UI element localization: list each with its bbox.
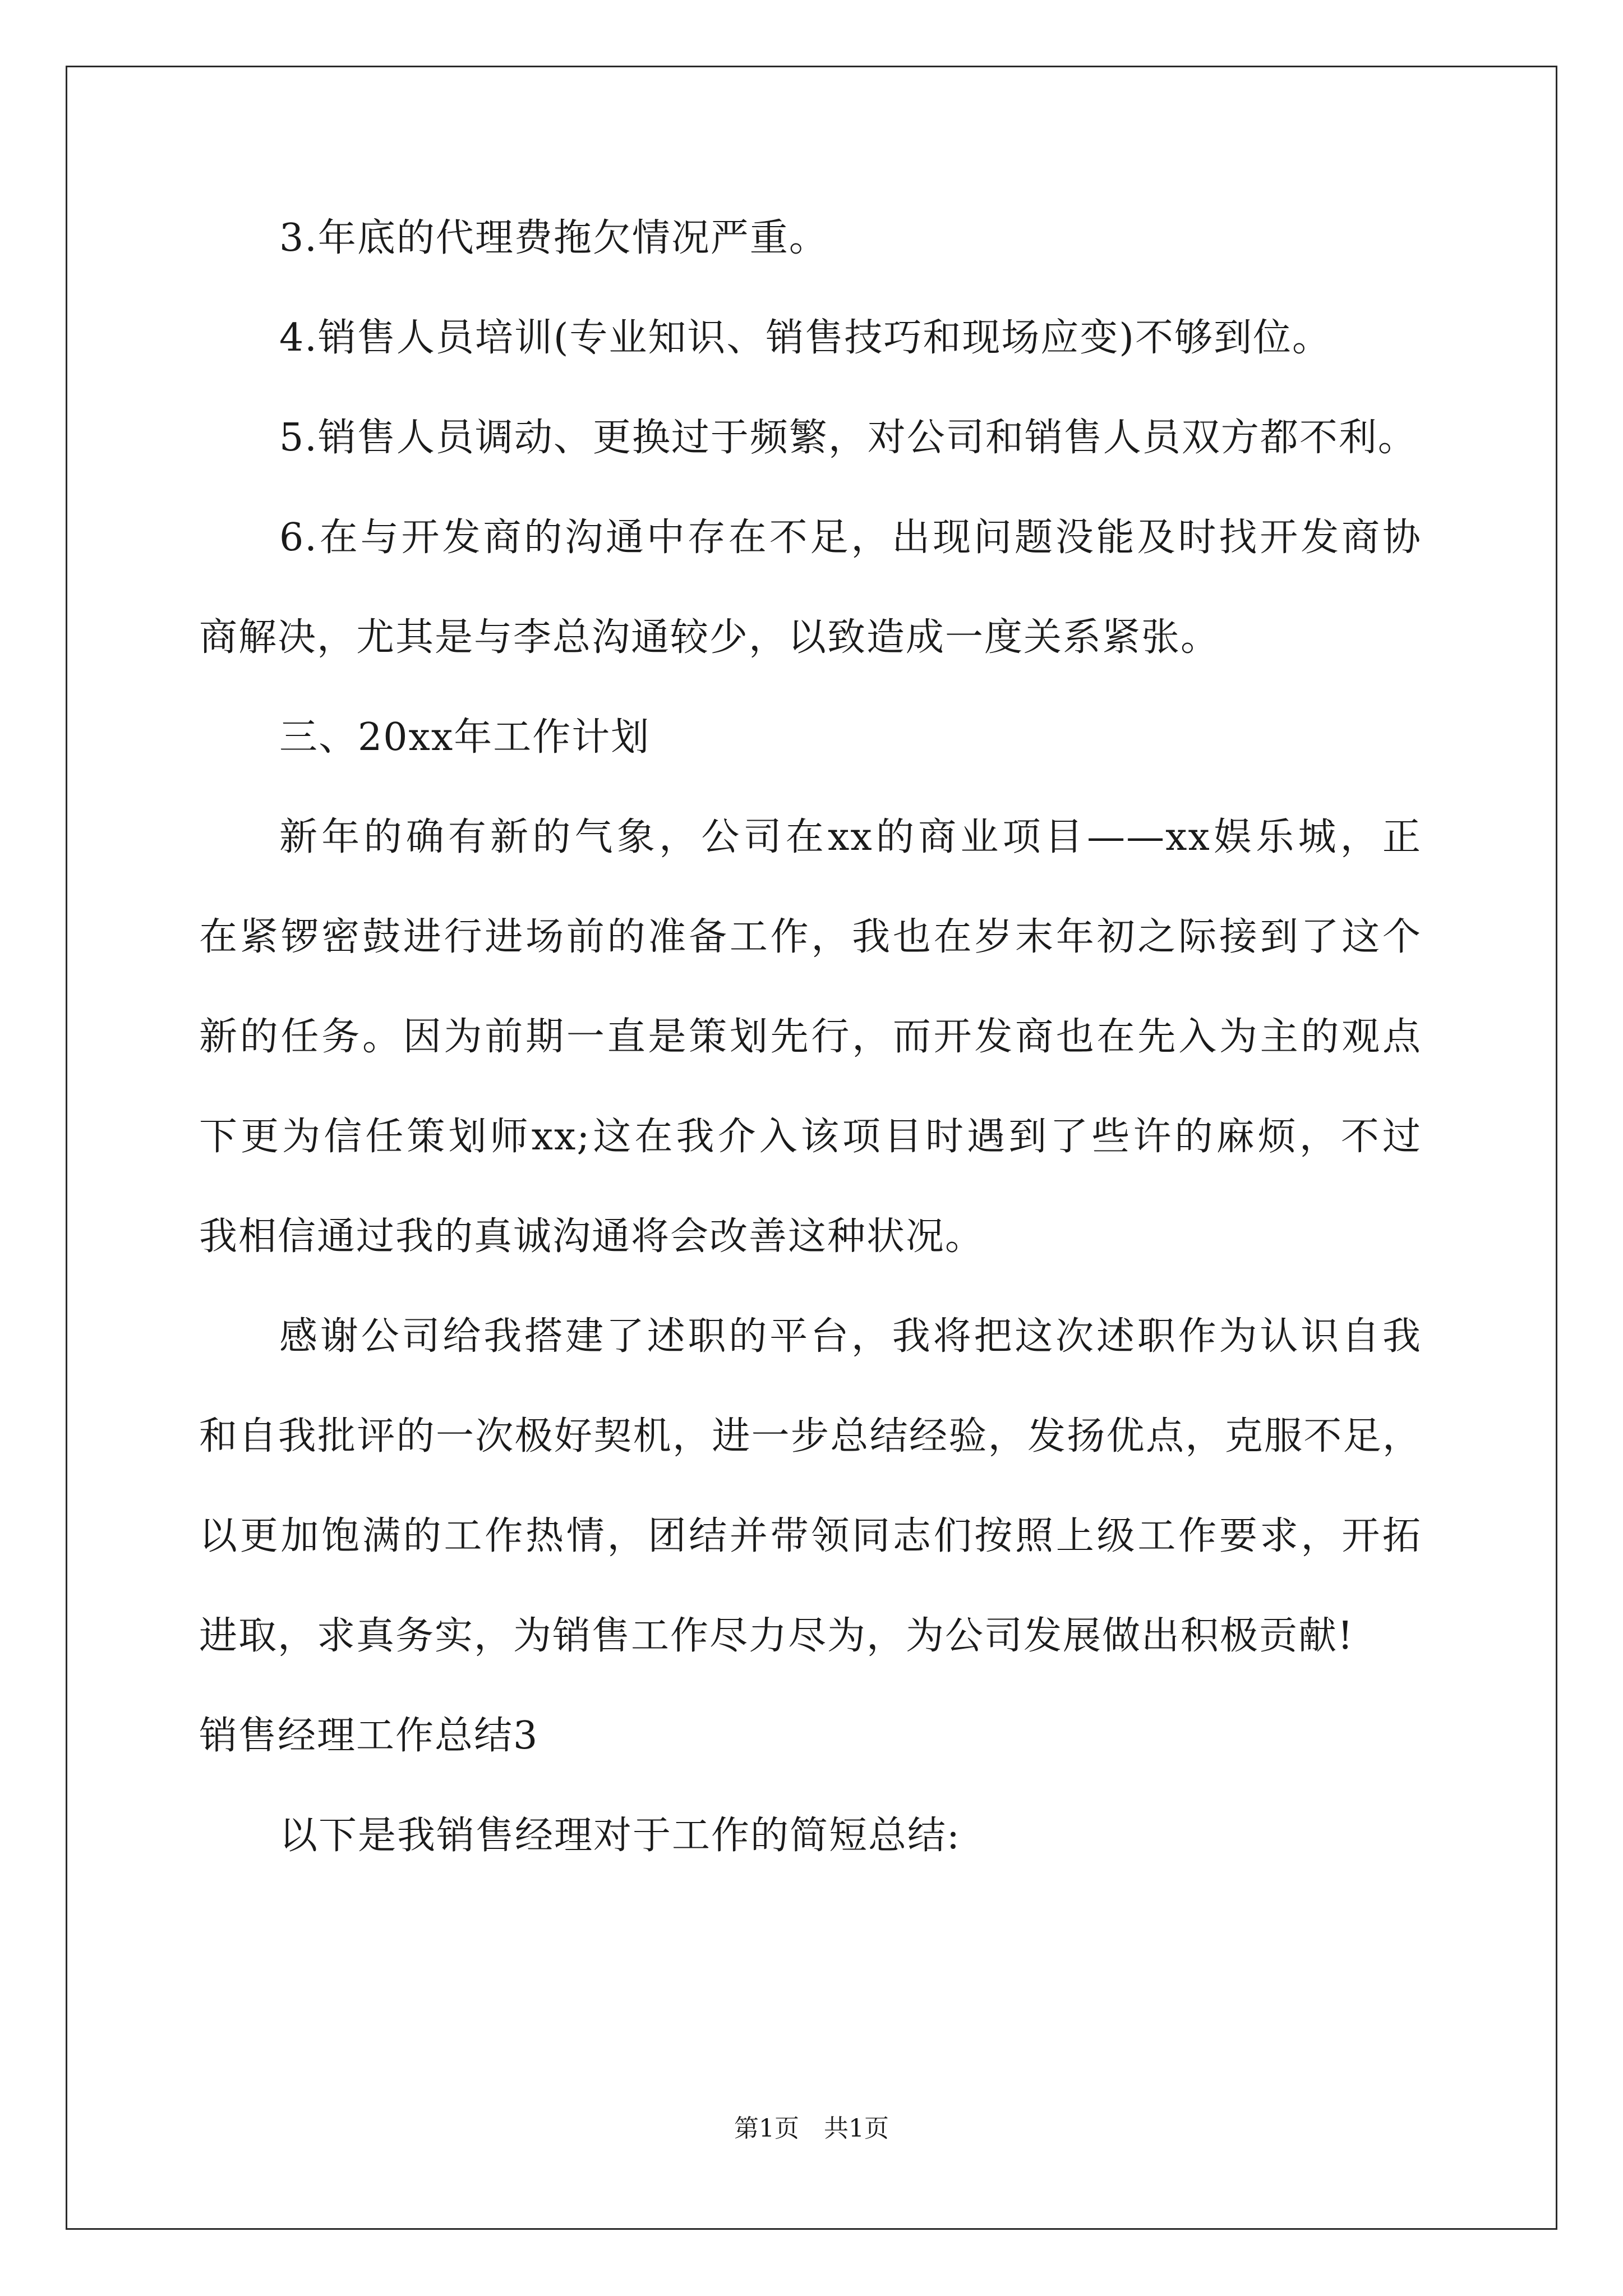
list-item-5: 5.销售人员调动、更换过于频繁，对公司和销售人员双方都不利。 — [279, 416, 1417, 460]
list-item-6-line-1: 6.在与开发商的沟通中存在不足，出现问题没能及时找开发商协 — [279, 516, 1422, 560]
paragraph-line: 在紧锣密鼓进行进场前的准备工作，我也在岁末年初之际接到了这个 — [199, 915, 1422, 959]
list-item-3: 3.年底的代理费拖欠情况严重。 — [279, 216, 828, 260]
document-subtitle: 销售经理工作总结3 — [199, 1714, 539, 1758]
page-number-footer: 第1页 共1页 — [734, 2114, 889, 2143]
paragraph-line: 下更为信任策划师xx;这在我介入该项目时遇到了些许的麻烦，不过 — [199, 1115, 1422, 1159]
paragraph-line: 以下是我销售经理对于工作的简短总结: — [279, 1814, 961, 1858]
paragraph-line: 以更加饱满的工作热情，团结并带领同志们按照上级工作要求，开拓 — [199, 1514, 1422, 1558]
paragraph-line: 我相信通过我的真诚沟通将会改善这种状况。 — [199, 1214, 985, 1259]
list-item-4: 4.销售人员培训(专业知识、销售技巧和现场应变)不够到位。 — [279, 316, 1331, 360]
paragraph-line: 新年的确有新的气象，公司在xx的商业项目——xx娱乐城，正 — [279, 815, 1422, 859]
paragraph-line: 和自我批评的一次极好契机，进一步总结经验，发扬优点，克服不足， — [199, 1414, 1422, 1458]
paragraph-line: 新的任务。因为前期一直是策划先行，而开发商也在先入为主的观点 — [199, 1015, 1422, 1059]
paragraph-line: 进取，求真务实，为销售工作尽力尽为，为公司发展做出积极贡献! — [199, 1614, 1354, 1658]
list-item-6-line-2: 商解决，尤其是与李总沟通较少，以致造成一度关系紧张。 — [199, 615, 1220, 660]
paragraph-line: 感谢公司给我搭建了述职的平台，我将把这次述职作为认识自我 — [279, 1314, 1422, 1359]
section-heading: 三、20xx年工作计划 — [279, 715, 651, 760]
